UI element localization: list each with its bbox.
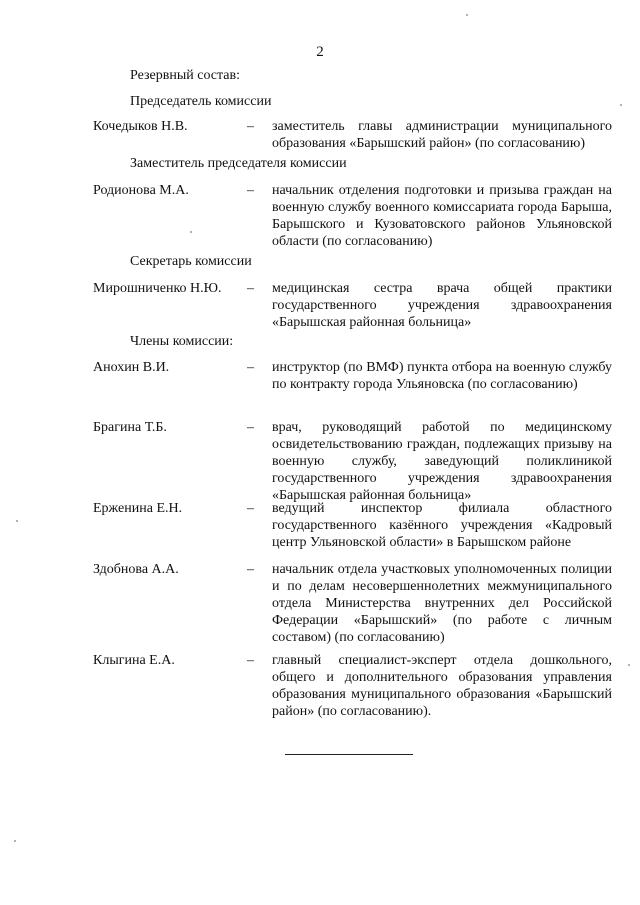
scan-speck — [466, 14, 468, 16]
member-description: начальник отдела участковых уполномоченных полиции и по делам несовершеннолетних межмуниципального отдела Министерства внутренних дел Российской Федерации «Барышский» (по работе с личным составом) (по согласованию) — [272, 562, 612, 645]
scan-speck — [190, 231, 192, 233]
page-number: 2 — [316, 44, 324, 60]
heading-deputy: Заместитель председателя комиссии — [130, 156, 347, 171]
scan-speck — [16, 520, 18, 522]
member-description: инструктор (по ВМФ) пункта отбора на военную службу по контракту города Ульяновска (по согласованию) — [272, 360, 612, 392]
member-description: начальник отделения подготовки и призыва граждан на военную службу военного комиссариата города Барыша, Барышского и Кузоватовского районов Ульяновской области (по согласованию) — [272, 183, 612, 249]
dash-separator: – — [247, 562, 254, 577]
member-description: врач, руководящий работой по медицинскому освидетельствованию граждан, подлежащих призыву на военную службу, заведующий поликлиникой государственного учреждения здравоохранения «Барышская районная больница» — [272, 420, 612, 503]
scan-speck — [628, 664, 630, 666]
dash-separator: – — [247, 360, 254, 375]
member-name: Родионова М.А. — [93, 183, 189, 198]
scan-speck — [14, 840, 16, 842]
dash-separator: – — [247, 501, 254, 516]
dash-separator: – — [247, 281, 254, 296]
member-description: заместитель главы администрации муниципального образования «Барышский район» (по согласованию) — [272, 119, 612, 151]
member-name: Здобнова А.А. — [93, 562, 179, 577]
dash-separator: – — [247, 119, 254, 134]
dash-separator: – — [247, 653, 254, 668]
heading-reserve: Резервный состав: — [130, 68, 241, 83]
heading-members: Члены комиссии: — [130, 334, 234, 349]
member-description: главный специалист-эксперт отдела дошкольного, общего и дополнительного образования управления образования муниципального образования «Барышский район» (по согласованию). — [272, 653, 612, 719]
heading-secretary: Секретарь комиссии — [130, 254, 252, 269]
member-name: Брагина Т.Б. — [93, 420, 167, 435]
dash-separator: – — [247, 420, 254, 435]
member-description: ведущий инспектор филиала областного государственного казённого учреждения «Кадровый центр Ульяновской области» в Барышском районе — [272, 501, 612, 550]
member-name: Анохин В.И. — [93, 360, 170, 375]
member-name: Клыгина Е.А. — [93, 653, 175, 668]
member-name: Мирошниченко Н.Ю. — [93, 281, 222, 296]
dash-separator: – — [247, 183, 254, 198]
scan-speck — [620, 104, 622, 106]
member-name: Ерженина Е.Н. — [93, 501, 183, 516]
closing-rule — [285, 754, 413, 755]
member-description: медицинская сестра врача общей практики государственного учреждения здравоохранения «Барышская районная больница» — [272, 281, 612, 330]
heading-chairman: Председатель комиссии — [130, 94, 272, 109]
member-name: Кочедыков Н.В. — [93, 119, 188, 134]
